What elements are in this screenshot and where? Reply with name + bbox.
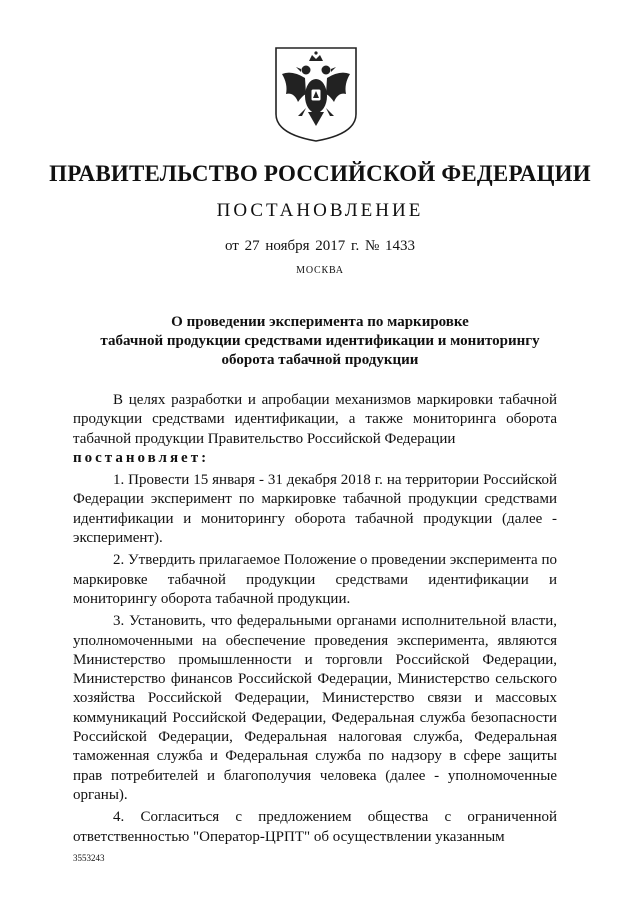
resolves-word: постановляет: bbox=[73, 449, 210, 466]
paragraph-4: 4. Согласиться с предложением общества с ограниченной ответственностью "Оператор-ЦРПТ" об осуществлении указанным bbox=[73, 809, 557, 845]
date-and-number: от 27 ноября 2017 г. № 1433 bbox=[224, 238, 416, 254]
document-title bbox=[60, 313, 580, 370]
coat-of-arms-emblem-icon bbox=[270, 44, 362, 144]
intro-paragraph: В целях разработки и апробации механизмов маркировки табачной продукции средствами идентификации, а также мониторинга оборота табачной продукции Правительство Российской Федерации bbox=[73, 392, 557, 447]
title-line: табачной продукции средствами идентификации и мониторингу bbox=[100, 333, 540, 349]
document-type: ПОСТАНОВЛЕНИЕ bbox=[216, 200, 424, 221]
paragraph-3: 3. Установить, что федеральными органами исполнительной власти, уполномоченными на обеспечение проведения эксперимента, являются Министерство промышленности и торговли Российской Федерации, Министерство финансов Российской Федерации, Министерство сельского хозяйства Российской Федерации, Министерство связи и массовых коммуникаций Российской Федерации, Федеральная служба безопасности Российской Федерации, Федеральная налоговая служба, Федеральная таможенная служба и Федеральная служба по надзору в сфере защиты прав потребителей и благополучия человека (далее - уполномоченные органы). bbox=[73, 613, 557, 803]
document-id: 3553243 bbox=[73, 853, 105, 863]
paragraph-1: 1. Провести 15 января - 31 декабря 2018 г. на территории Российской Федерации эксперимент по маркировке табачной продукции средствами идентификации и мониторингу оборота табачной продукции (далее - эксперимент). bbox=[73, 472, 557, 547]
document-body bbox=[73, 391, 557, 850]
government-name: ПРАВИТЕЛЬСТВО РОССИЙСКОЙ ФЕДЕРАЦИИ bbox=[49, 161, 591, 186]
title-line: оборота табачной продукции bbox=[221, 352, 419, 368]
title-line: О проведении эксперимента по маркировке bbox=[171, 314, 469, 330]
paragraph-2: 2. Утвердить прилагаемое Положение о проведении эксперимента по маркировке табачной продукции средствами идентификации и мониторингу оборота табачной продукции. bbox=[73, 552, 557, 607]
city-name: МОСКВА bbox=[296, 265, 344, 276]
